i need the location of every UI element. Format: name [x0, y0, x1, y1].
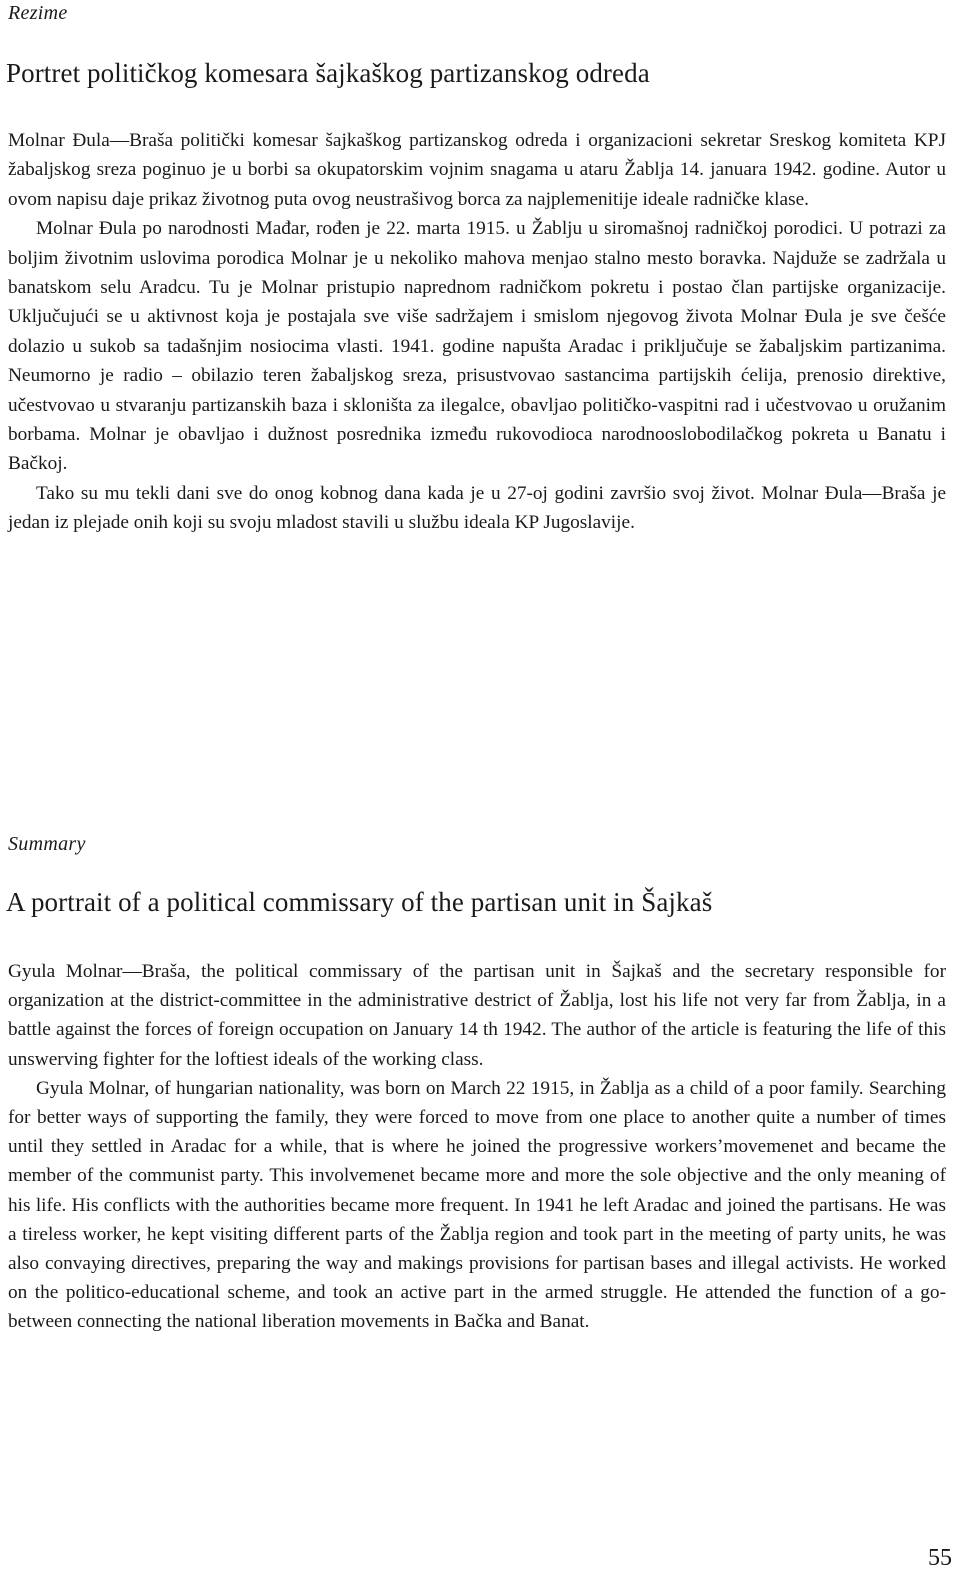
rezime-paragraph-2: Molnar Đula po narodnosti Mađar, rođen je 22. marta 1915. u Žablju u siromašnoj radničkoj porodici. U potrazi za boljim životnim uslovima porodica Molnar je u nekoliko mahova menjao stalno mesto boravka. Najduže se zadržala u banatskom selu Aradcu. Tu je Molnar pristupio naprednom radničkom pokretu i postao član partijske organizacije. Uključujući se u aktivnost koja je postajala sve više sadržajem i smislom njegovog života Molnar Đula je sve češće dolazio u sukob sa tadašnjim nosiocima vlasti. 1941. godine napušta Aradac i priključuje se žabaljskim partizanima. Neumorno je radio – obilazio teren žabaljskog sreza, prisustvovao sastancima partijskih ćelija, prenosio direktive, učestvovao u stvaranju partizanskih baza i skloništa za ilegalce, obavljao političko-vaspitni rad i učestvovao u oružanim borbama. Molnar je obavljao i dužnost posrednika između rukovodioca narodnooslobodilačkog pokreta u Banatu i Bačkoj. [8, 218, 946, 475]
summary-section-label: Summary [8, 833, 86, 855]
rezime-section-label: Rezime [8, 2, 68, 24]
summary-paragraph-2: Gyula Molnar, of hungarian nationality, was born on March 22 1915, in Žablja as a child of a poor family. Searching for better ways of supporting the family, they were forced to move from one place to another quite a number of times until they settled in Aradac for a while, that is where he joined the progressive workers’movemenet and became the member of the communist party. This involvemenet became more and more the sole objective and the only meaning of his life. His conflicts with the authorities became more frequent. In 1941 he left Aradac and joined the partisans. He was a tireless worker, he kept visiting different parts of the Žablja region and took part in the meeting of party units, he was also convaying directives, preparing the way and makings provisions for partisan bases and illegal activists. He worked on the politico-educational scheme, and took an active part in the armed struggle. He attended the function of a go-between connecting the national liberation movements in Bačka and Banat. [8, 1077, 946, 1333]
rezime-paragraph-1: Molnar Đula—Braša politički komesar šajkaškog partizanskog odreda i organizacioni sekretar Sreskog komiteta KPJ žabaljskog sreza poginuo je u borbi sa okupatorskim vojnim snagama u ataru Žablja 14. januara 1942. godine. Autor u ovom napisu daje prikaz životnog puta ovog neustrašivog borca za najplemenitije ideale radničke klase. [8, 130, 946, 210]
summary-title: A portrait of a political commissary of the partisan unit in Šajkaš [6, 887, 713, 917]
rezime-body [8, 126, 946, 538]
summary-paragraph-1: Gyula Molnar—Braša, the political commissary of the partisan unit in Šajkaš and the secretary responsible for organization at the district-committee in the administrative destrict of Žablja, lost his life not very far from Žablja, in a battle against the forces of foreign occupation on January 14 th 1942. The author of the article is featuring the life of this unswerving fighter for the loftiest ideals of the working class. [8, 961, 946, 1070]
rezime-paragraph-3: Tako su mu tekli dani sve do onog kobnog dana kada je u 27-oj godini završio svoj život. Molnar Đula—Braša je jedan iz plejade onih koji su svoju mladost stavili u službu ideala KP Jugoslavije. [8, 482, 946, 534]
page-number: 55 [928, 1545, 952, 1571]
summary-body [8, 957, 946, 1337]
rezime-title: Portret političkog komesara šajkaškog partizanskog odreda [6, 58, 650, 88]
